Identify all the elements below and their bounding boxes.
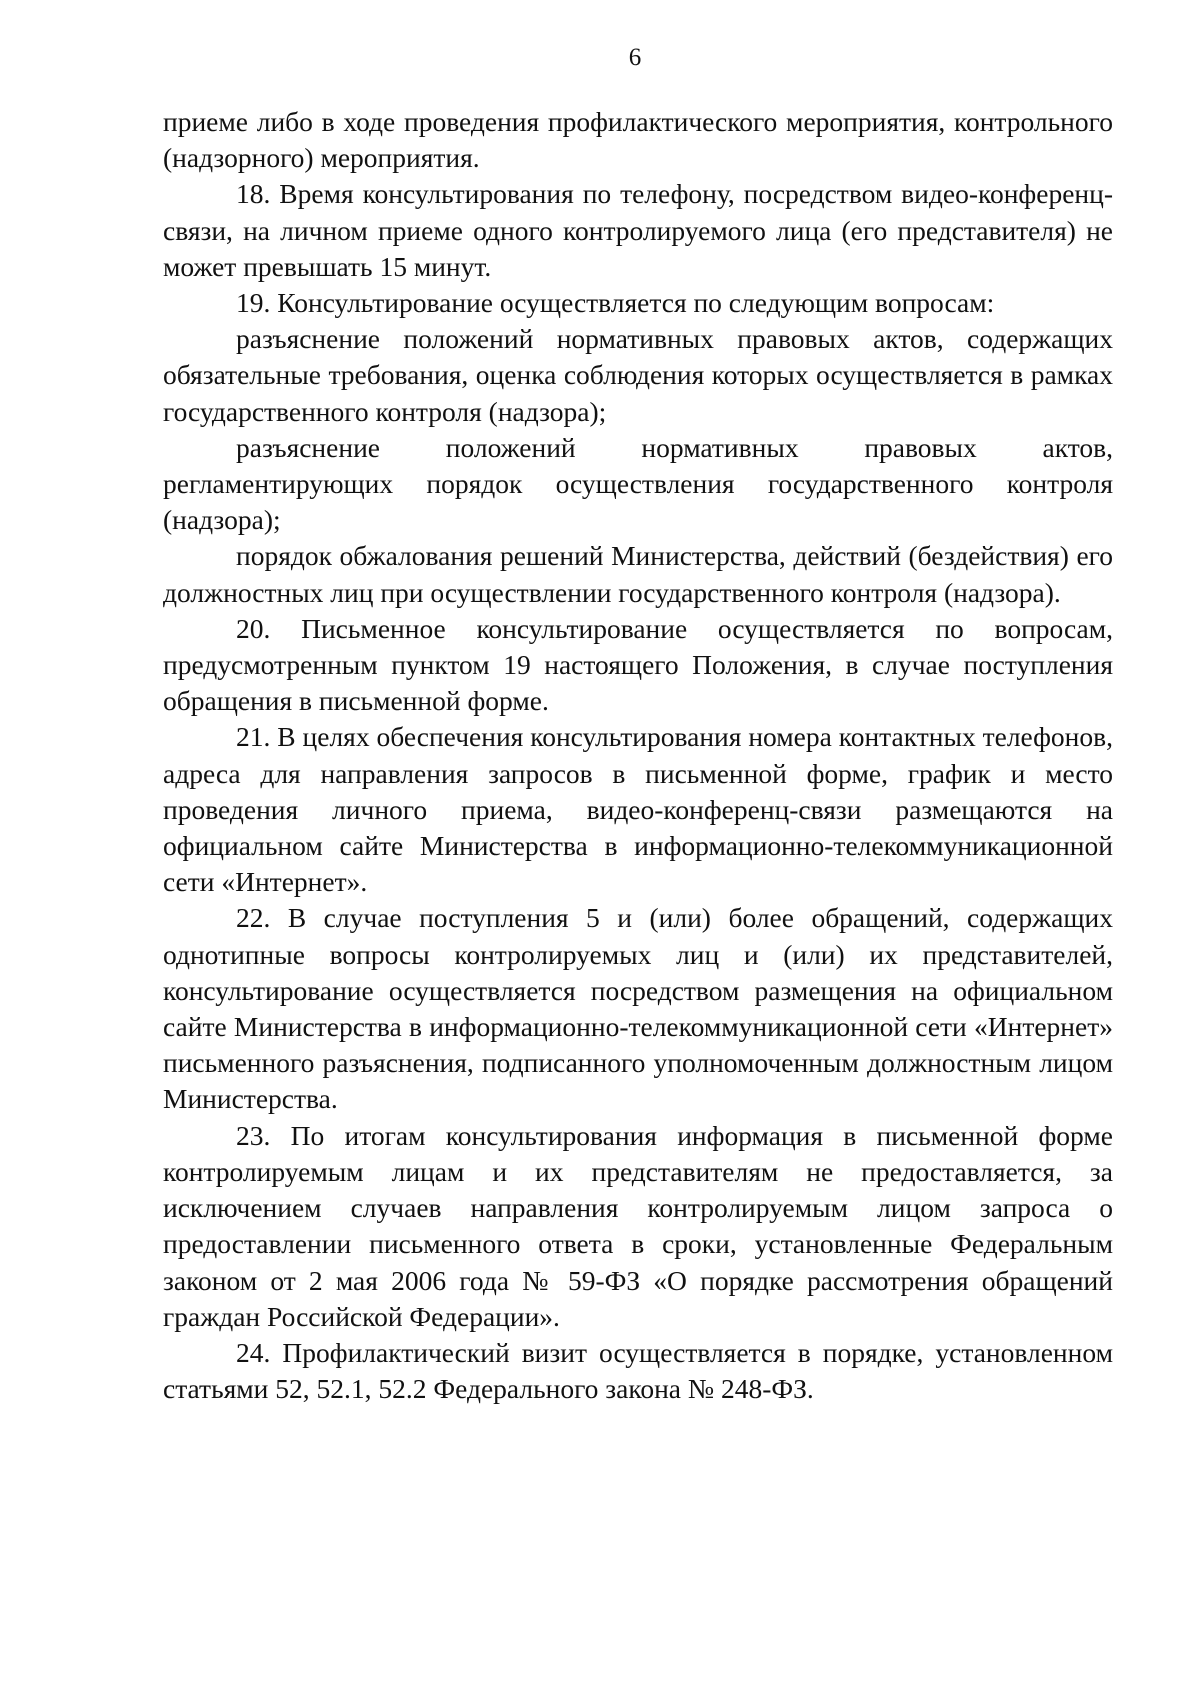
paragraph-item-19-subitem-1: разъяснение положений нормативных правовых актов, содержащих обязательные требования, оценка соблюдения которых осуществляется в рамках государственного контроля (надзора); xyxy=(163,323,1113,427)
paragraph-item-23: 23. По итогам консультирования информация в письменной форме контролируемым лицам и их представителям не предоставляется, за исключением случаев направления контролируемым лицом запроса о предоставлении письменного ответа в сроки, установленные Федеральным законом от 2 мая 2006 года № 59-ФЗ «О порядке рассмотрения обращений граждан Российской Федерации». xyxy=(163,1119,1113,1332)
paragraph-item-19-subitem-2: разъяснение положений нормативных правовых актов, регламентирующих порядок осуществления государственного контроля (надзора); xyxy=(163,431,1113,536)
page-number: 6 xyxy=(628,44,642,71)
paragraph-item-24: 24. Профилактический визит осуществляется в порядке, установленном статьями 52, 52.1, 52.2 Федерального закона № 248-ФЗ. xyxy=(163,1336,1113,1405)
paragraph-item-21: 21. В целях обеспечения консультирования номера контактных телефонов, адреса для направления запросов в письменной форме, график и место проведения личного приема, видео-конференц-связи размещаются на официальном сайте Министерства в информационно-телекоммуникационной сети «Интернет». xyxy=(163,721,1113,898)
paragraph-item-19: 19. Консультирование осуществляется по следующим вопросам: xyxy=(236,287,995,319)
paragraph-item-20: 20. Письменное консультирование осуществляется по вопросам, предусмотренным пунктом 19 настоящего Положения, в случае поступления обращения в письменной форме. xyxy=(163,612,1113,717)
document-body xyxy=(163,104,1113,1407)
paragraph-continuation: приеме либо в ходе проведения профилактического мероприятия, контрольного (надзорного) мероприятия. xyxy=(163,106,1113,174)
paragraph-item-18: 18. Время консультирования по телефону, посредством видео-конференц-связи, на личном приеме одного контролируемого лица (его представителя) не может превышать 15 минут. xyxy=(163,178,1113,282)
paragraph-item-22: 22. В случае поступления 5 и (или) более обращений, содержащих однотипные вопросы контролируемых лиц и (или) их представителей, консультирование осуществляется посредством размещения на официальном сайте Министерства в информационно-телекоммуникационной сети «Интернет» письменного разъяснения, подписанного уполномоченным должностным лицом Министерства. xyxy=(163,902,1113,1115)
paragraph-item-19-subitem-3: порядок обжалования решений Министерства, действий (бездействия) его должностных лиц при осуществлении государственного контроля (надзора). xyxy=(163,540,1113,608)
